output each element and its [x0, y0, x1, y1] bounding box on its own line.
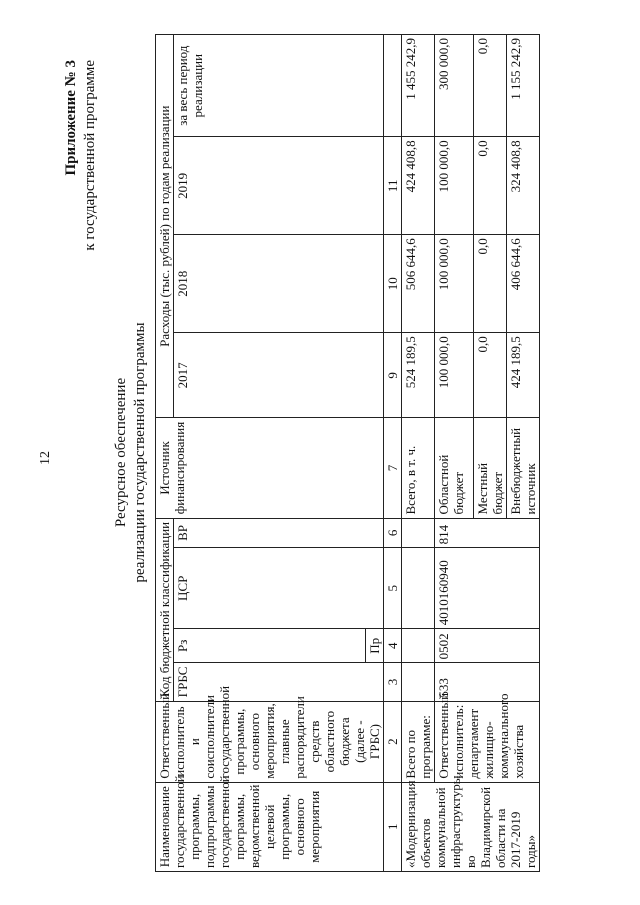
- col-number: 4: [384, 629, 402, 663]
- header-source: Источник финансирования: [156, 418, 384, 518]
- appendix-caption: [62, 60, 100, 251]
- rzpr-cell: [402, 629, 435, 663]
- value-total-cell: 300 000,0: [435, 35, 474, 137]
- col-number: 11: [384, 137, 402, 235]
- value-total-cell: 1 155 242,9: [507, 35, 540, 137]
- value-2018-cell: 0,0: [474, 235, 507, 333]
- col-number: 1: [384, 782, 402, 871]
- resource-table: [155, 34, 540, 872]
- col-number: 2: [384, 701, 402, 782]
- csr-code-cell: 4010160940: [435, 548, 540, 629]
- grbs-code-cell: 533: [435, 663, 540, 701]
- table-row-regional: [435, 35, 474, 872]
- header-row-1: [156, 35, 174, 872]
- vr-code-cell: 814: [435, 518, 540, 548]
- csr-cell: [402, 548, 435, 629]
- vr-cell: [402, 518, 435, 548]
- program-name-cell: «Модернизация объектов коммунальной инфраструктуры во Владимирской области на 2017-2019 годы»: [402, 782, 540, 871]
- grbs-cell: [402, 663, 435, 701]
- value-total-cell: 0,0: [474, 35, 507, 137]
- value-2017-cell: 0,0: [474, 333, 507, 418]
- col-number: 6: [384, 518, 402, 548]
- value-2017-cell: 100 000,0: [435, 333, 474, 418]
- table-row-total: [402, 35, 435, 872]
- value-2017-cell: 424 189,5: [507, 333, 540, 418]
- value-2019-cell: 424 408,8: [402, 137, 435, 235]
- appendix-title: Приложение № 3: [63, 60, 79, 176]
- column-number-row: [384, 35, 402, 872]
- col-number: 7: [384, 418, 402, 518]
- title-line-2: реализации государственной программы: [132, 322, 148, 583]
- col-number: [384, 35, 402, 137]
- header-budget-code: Код бюджетной классификации: [156, 518, 174, 701]
- header-csr: ЦСР: [174, 548, 384, 629]
- title-line-1: Ресурсное обеспечение: [113, 377, 129, 528]
- value-total-cell: 1 455 242,9: [402, 35, 435, 137]
- col-number: 10: [384, 235, 402, 333]
- header-pr: Пр: [366, 629, 384, 663]
- appendix-subtitle: к государственной программе: [82, 60, 98, 251]
- header-name: Наименование государственной программы, подпрограммы государственной программы, ведомственной целевой программы, основного мероприятия: [156, 782, 384, 871]
- executor-total-cell: Всего по программе:: [402, 701, 435, 782]
- value-2019-cell: 324 408,8: [507, 137, 540, 235]
- col-number: 3: [384, 663, 402, 701]
- header-2018: 2018: [174, 235, 384, 333]
- header-expenses: Расходы (тыс. рублей) по годам реализации: [156, 35, 174, 418]
- value-2018-cell: 506 644,6: [402, 235, 435, 333]
- header-vr: ВР: [174, 518, 384, 548]
- header-rz: Рз: [174, 629, 366, 663]
- header-grbs: ГРБС: [174, 663, 384, 701]
- source-cell: Областной бюджет: [435, 418, 474, 518]
- value-2018-cell: 100 000,0: [435, 235, 474, 333]
- value-2019-cell: 100 000,0: [435, 137, 474, 235]
- page-number: 12: [38, 451, 53, 465]
- value-2018-cell: 406 644,6: [507, 235, 540, 333]
- document-title: [112, 0, 150, 905]
- header-total-period: за весь период реализации: [174, 35, 384, 137]
- source-cell: Внебюджетный источник: [507, 418, 540, 518]
- executor-responsible-cell: Ответственный исполнитель: департамент жилищно-коммунального хозяйства: [435, 701, 540, 782]
- header-executor: Ответственный исполнитель и соисполнители государственной программы, основного мероприятия, главные распорядители средств областного бюджета (далее - ГРБС): [156, 701, 384, 782]
- source-cell: Местный бюджет: [474, 418, 507, 518]
- value-2019-cell: 0,0: [474, 137, 507, 235]
- col-number: 5: [384, 548, 402, 629]
- col-number: 9: [384, 333, 402, 418]
- header-2019: 2019: [174, 137, 384, 235]
- source-cell: Всего, в т. ч.: [402, 418, 435, 518]
- value-2017-cell: 524 189,5: [402, 333, 435, 418]
- header-2017: 2017: [174, 333, 384, 418]
- rzpr-code-cell: 0502: [435, 629, 540, 663]
